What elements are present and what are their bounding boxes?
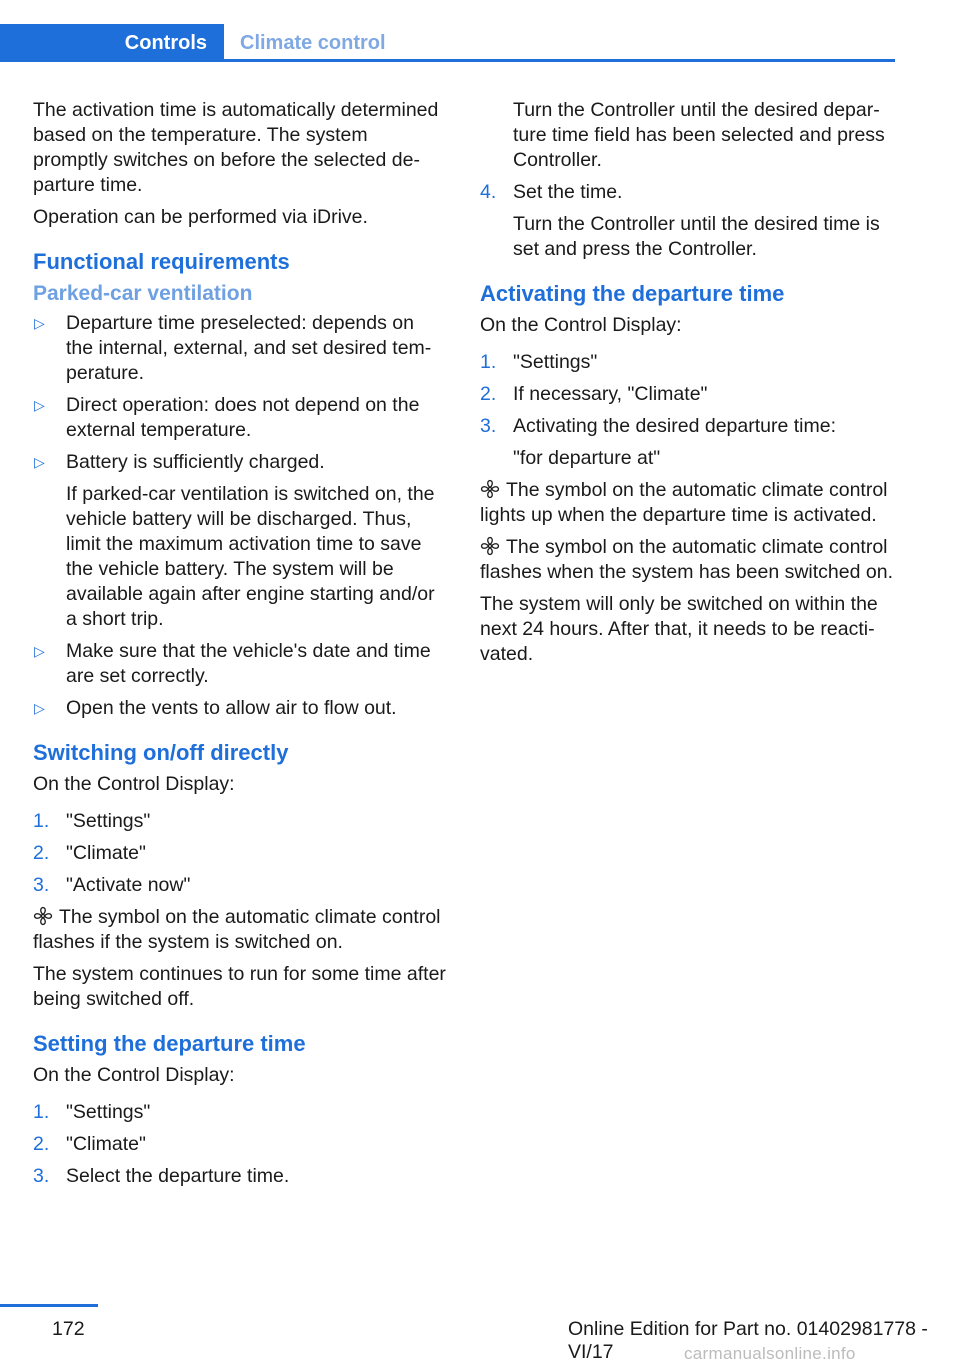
edition-note: Online Edition for Part no. 01402981778 - VI/17 xyxy=(568,1318,928,1363)
heading-functional-requirements: Functional requirements xyxy=(33,249,290,274)
triangle-bullet-icon: ▷ xyxy=(34,397,45,413)
watermark: carmanualsonline.info xyxy=(684,1344,856,1363)
list-item xyxy=(480,350,895,375)
switch-symbol-note: The symbol on the automatic climate control flashes if the system is switched on. xyxy=(33,906,441,953)
set-intro: On the Control Display: xyxy=(33,1064,235,1086)
page-number: 172 xyxy=(52,1318,85,1340)
switch-steps xyxy=(33,809,446,898)
left-column xyxy=(33,98,446,1196)
heading-setting-departure: Setting the departure time xyxy=(33,1031,306,1056)
set-steps xyxy=(33,1100,446,1189)
list-item-text: Set the time. xyxy=(513,181,623,203)
step3-continuation xyxy=(480,98,895,173)
closing-note: The system will only be switched on within the next 24 hours. After that, it needs to be reactivated. xyxy=(480,593,878,665)
switch-intro: On the Control Display: xyxy=(33,773,235,795)
battery-note: If parked-car ventilation is switched on, the vehicle battery will be discharged. Thus, limit the maximum activation time to save the vehicle battery. The system will be available again after engine starting and/or a short trip. xyxy=(66,483,435,630)
list-item xyxy=(33,393,446,443)
heading-switching-directly: Switching on/off directly xyxy=(33,740,289,765)
triangle-bullet-icon: ▷ xyxy=(34,700,45,716)
switch-after-note: The system continues to run for some time after being switched off. xyxy=(33,963,446,1010)
symbol-flashes-note: The symbol on the automatic climate control flashes when the system has been switched on. xyxy=(480,536,893,583)
symbol-lights-note: The symbol on the automatic climate control lights up when the departure time is activated. xyxy=(480,479,888,526)
step-number: 1. xyxy=(33,810,50,832)
fan-icon xyxy=(480,479,500,499)
list-item xyxy=(33,450,446,632)
list-item xyxy=(33,841,446,866)
idrive-paragraph: Operation can be performed via iDrive. xyxy=(33,206,368,228)
requirements-list xyxy=(33,311,446,721)
activate-intro: On the Control Display: xyxy=(480,314,682,336)
list-item-text: Departure time preselected: depends on the internal, external, and set desired temperature. xyxy=(66,312,432,384)
tab-climate-control: Climate control xyxy=(240,31,386,54)
list-item-text: Battery is sufficiently charged. xyxy=(66,451,325,473)
list-item xyxy=(33,696,446,721)
step-number: 1. xyxy=(480,351,497,373)
right-column xyxy=(480,98,895,674)
fan-icon xyxy=(480,536,500,556)
step3-detail: "for departure at" xyxy=(513,447,661,469)
list-item-text: Select the departure time. xyxy=(66,1165,290,1187)
list-item xyxy=(33,1100,446,1125)
step-number: 4. xyxy=(480,181,497,203)
step-number: 2. xyxy=(33,842,50,864)
list-item-text: "Settings" xyxy=(66,1101,151,1123)
list-item xyxy=(33,873,446,898)
step-number: 2. xyxy=(480,383,497,405)
list-item-text: Open the vents to allow air to flow out. xyxy=(66,697,397,719)
activate-steps xyxy=(480,350,895,471)
list-item-text: Make sure that the vehicle's date and time are set correctly. xyxy=(66,640,431,687)
list-item-text: Turn the Controller until the desired departure time field has been selected and press Controller. xyxy=(513,99,885,171)
footer-rule xyxy=(0,1304,98,1307)
list-item-text: Direct operation: does not depend on the external temperature. xyxy=(66,394,420,441)
step-number: 2. xyxy=(33,1133,50,1155)
list-item xyxy=(33,1164,446,1189)
step-number: 3. xyxy=(33,874,50,896)
list-item-text: "Climate" xyxy=(66,842,146,864)
list-item xyxy=(480,180,895,262)
tab-controls: Controls xyxy=(0,24,224,62)
step-number: 3. xyxy=(480,415,497,437)
heading-activating-departure: Activating the departure time xyxy=(480,281,785,306)
step-number: 3. xyxy=(33,1165,50,1187)
list-item-text: If necessary, "Climate" xyxy=(513,383,708,405)
fan-icon xyxy=(33,906,53,926)
list-item xyxy=(33,809,446,834)
triangle-bullet-icon: ▷ xyxy=(34,454,45,470)
list-item xyxy=(480,414,895,471)
list-item xyxy=(480,382,895,407)
intro-paragraph: The activation time is automatically determined based on the temperature. The system promptly switches on before the selected departure time. xyxy=(33,99,439,196)
heading-parked-car-ventilation: Parked-car ventilation xyxy=(33,282,253,305)
step-number: 1. xyxy=(33,1101,50,1123)
list-item xyxy=(33,311,446,386)
list-item-text: "Settings" xyxy=(66,810,151,832)
list-item-text: Activating the desired departure time: xyxy=(513,415,837,437)
list-item xyxy=(33,639,446,689)
list-item xyxy=(33,1132,446,1157)
header-rule xyxy=(0,59,895,62)
triangle-bullet-icon: ▷ xyxy=(34,643,45,659)
list-item-text: "Settings" xyxy=(513,351,598,373)
step4-detail: Turn the Controller until the desired time is set and press the Controller. xyxy=(513,213,880,260)
list-item-text: "Activate now" xyxy=(66,874,191,896)
triangle-bullet-icon: ▷ xyxy=(34,315,45,331)
list-item-text: "Climate" xyxy=(66,1133,146,1155)
